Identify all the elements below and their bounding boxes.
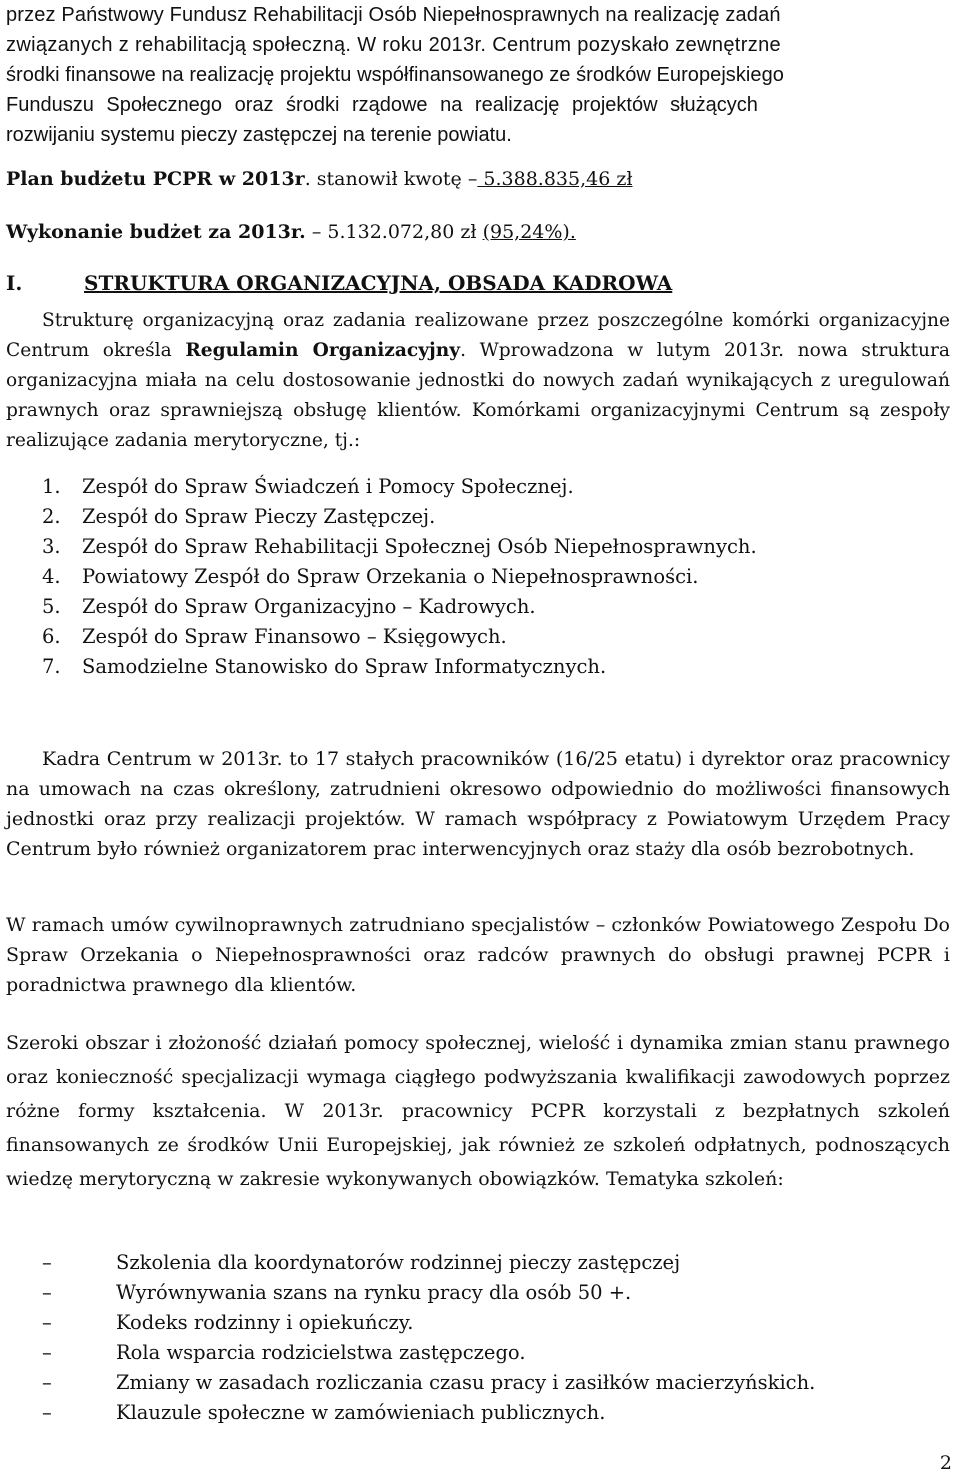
budget-exec-percent: (95,24%). — [482, 221, 576, 243]
training-dash: – — [42, 1251, 52, 1274]
section-number: I. — [6, 271, 23, 295]
training-dash: – — [42, 1401, 52, 1424]
training-dash: – — [42, 1281, 52, 1304]
intro-line-2: związanych z rehabilitacją społeczną. W roku 2013r. Centrum pozyskało zewnętrzne — [6, 34, 782, 56]
unit-text: Zespół do Spraw Finansowo – Księgowych. — [82, 625, 507, 648]
unit-number: 1. — [42, 475, 61, 498]
unit-item — [6, 592, 946, 622]
intro-line-1: przez Państwowy Fundusz Rehabilitacji Osób Niepełnosprawnych na realizację zadań — [6, 4, 781, 26]
unit-text: Powiatowy Zespół do Spraw Orzekania o Niepełnosprawności. — [82, 565, 699, 588]
unit-text: Samodzielne Stanowisko do Spraw Informatycznych. — [82, 655, 607, 678]
unit-number: 3. — [42, 535, 61, 558]
structure-text-a: Strukturę organizacyjną oraz zadania realizowane przez poszczególne komórki organizacyjne Centrum określa — [6, 310, 950, 361]
training-text: Zmiany w zasadach rozliczania czasu pracy i zasiłków macierzyńskich. — [116, 1371, 816, 1394]
structure-text-b: . Wprowadzona w lutym 2013r. nowa struktura organizacyjna miała na celu dostosowanie jednostki do nowych zadań wynikających z uregulowań prawnych oraz sprawniejszą obsługę klientów. Komórkami organizacyjnymi Centrum są zespoły realizujące zadania merytoryczne, tj.: — [6, 340, 950, 451]
budget-exec-line — [6, 217, 576, 247]
intro-line-4: Funduszu Społecznego oraz środki rządowe na realizację projektów służących — [6, 94, 758, 116]
training-item — [6, 1398, 946, 1428]
training-item — [6, 1368, 946, 1398]
training-dash: – — [42, 1311, 52, 1334]
training-text: Szkolenia dla koordynatorów rodzinnej pieczy zastępczej — [116, 1251, 681, 1274]
training-text: Kodeks rodzinny i opiekuńczy. — [116, 1311, 414, 1334]
unit-item — [6, 562, 946, 592]
training-item — [6, 1278, 946, 1308]
staff-paragraph-1: Kadra Centrum w 2013r. to 17 stałych pracowników (16/25 etatu) i dyrektor oraz pracownicy na umowach na czas określony, zatrudnieni okresowo odpowiednio do możliwości finansowych jednostki oraz przy realizacji projektów. W ramach współpracy z Powiatowym Urzędem Pracy Centrum było również organizatorem prac interwencyjnych oraz staży dla osób bezrobotnych. — [6, 748, 950, 860]
training-item — [6, 1248, 946, 1278]
training-dash: – — [42, 1341, 52, 1364]
unit-text: Zespół do Spraw Rehabilitacji Społecznej Osób Niepełnosprawnych. — [82, 535, 757, 558]
budget-exec-label: Wykonanie budżet za 2013r. — [6, 221, 306, 243]
unit-text: Zespół do Spraw Świadczeń i Pomocy Społecznej. — [82, 475, 574, 498]
budget-exec-amount: 5.132.072,80 zł — [327, 221, 483, 243]
section-heading — [6, 268, 672, 298]
unit-number: 5. — [42, 595, 61, 618]
unit-number: 4. — [42, 565, 61, 588]
trainings-list — [6, 1248, 946, 1428]
unit-item — [6, 652, 946, 682]
unit-text: Zespół do Spraw Organizacyjno – Kadrowych. — [82, 595, 536, 618]
budget-plan-label: Plan budżetu PCPR w 2013r — [6, 168, 305, 190]
staff-paragraph-3: Szeroki obszar i złożoność działań pomocy społecznej, wielość i dynamika zmian stanu prawnego oraz konieczność specjalizacji wymaga ciągłego podwyższania kwalifikacji zawodowych poprzez różne formy kształcenia. W 2013r. pracownicy PCPR korzystali z bezpłatnych szkoleń finansowanych ze środków Unii Europejskiej, jak również ze szkoleń odpłatnych, podnoszących wiedzę merytoryczną w zakresie wykonywanych obowiązków. Tematyka szkoleń: — [6, 1032, 950, 1190]
training-item — [6, 1338, 946, 1368]
unit-item — [6, 532, 946, 562]
regulamin-bold: Regulamin Organizacyjny — [185, 340, 461, 361]
budget-plan-line — [6, 164, 633, 194]
units-list — [6, 472, 946, 682]
training-text: Rola wsparcia rodzicielstwa zastępczego. — [116, 1341, 526, 1364]
intro-line-3: środki finansowe na realizację projektu współfinansowanego ze środków Europejskiego — [6, 64, 784, 86]
unit-number: 2. — [42, 505, 61, 528]
budget-exec-dash: – — [305, 221, 328, 243]
training-dash: – — [42, 1371, 52, 1394]
section-title: STRUKTURA ORGANIZACYJNA, OBSADA KADROWA — [84, 271, 673, 295]
training-text: Wyrównywania szans na rynku pracy dla osób 50 +. — [116, 1281, 632, 1304]
intro-line-5: rozwijaniu systemu pieczy zastępczej na terenie powiatu. — [6, 124, 512, 146]
budget-plan-rest: . stanowił kwotę — [304, 168, 468, 190]
budget-plan-amount: 5.388.835,46 zł — [477, 168, 633, 190]
intro-paragraph — [6, 0, 956, 150]
unit-item — [6, 502, 946, 532]
unit-item — [6, 622, 946, 652]
budget-plan-dash: – — [467, 168, 478, 190]
page-number: 2 — [939, 1452, 952, 1474]
structure-paragraph — [6, 306, 950, 456]
training-text: Klauzule społeczne w zamówieniach publicznych. — [116, 1401, 606, 1424]
unit-item — [6, 472, 946, 502]
staff-paragraph-2: W ramach umów cywilnoprawnych zatrudniano specjalistów – członków Powiatowego Zespołu Do Spraw Orzekania o Niepełnosprawności oraz radców prawnych do obsługi prawnej PCPR i poradnictwa prawnego dla klientów. — [6, 914, 950, 996]
unit-number: 7. — [42, 655, 61, 678]
training-item — [6, 1308, 946, 1338]
unit-text: Zespół do Spraw Pieczy Zastępczej. — [82, 505, 436, 528]
unit-number: 6. — [42, 625, 61, 648]
